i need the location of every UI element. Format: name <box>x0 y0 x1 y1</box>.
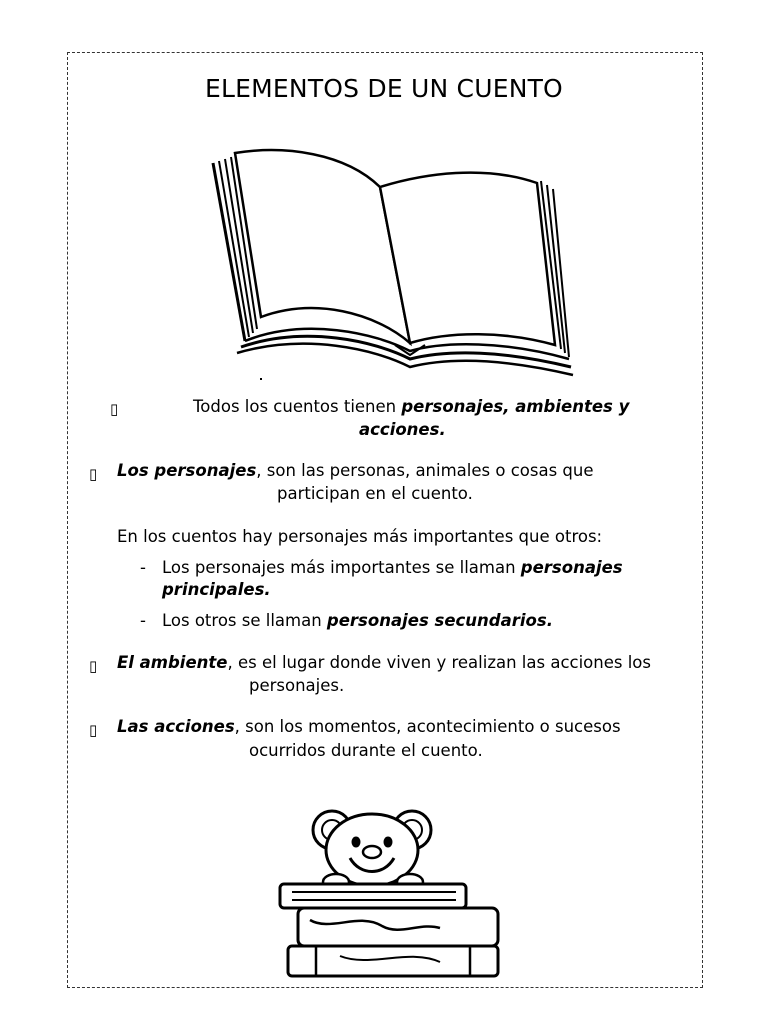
bear-on-books-illustration <box>270 808 502 980</box>
open-book-illustration <box>205 145 575 380</box>
bullet-icon: ▯ <box>89 721 98 739</box>
ambiente-text: , es el lugar donde viven y realizan las acciones los <box>227 653 651 672</box>
ambiente-term: El ambiente <box>117 653 228 672</box>
personajes-line-2: participan en el cuento. <box>277 484 473 503</box>
intro-text: Todos los cuentos tienen <box>193 397 402 416</box>
personajes-note: En los cuentos hay personajes más importantes que otros: <box>117 527 603 546</box>
acciones-text: , son los momentos, acontecimiento o sucesos <box>234 717 621 736</box>
ambiente-line-2: personajes. <box>249 676 345 695</box>
stray-dot <box>260 378 262 380</box>
intro-line-1 <box>193 396 683 418</box>
sub-item-text: Los otros se llaman <box>162 611 327 630</box>
personajes-line-1 <box>117 460 677 482</box>
sub-item-emphasis: personajes <box>520 558 623 577</box>
bullet-icon: ▯ <box>110 400 119 418</box>
sub-item-secundarios <box>162 610 682 632</box>
acciones-term: Las acciones <box>117 717 235 736</box>
personajes-term: Los personajes <box>117 461 257 480</box>
intro-line-2: acciones. <box>359 420 446 439</box>
bullet-icon: ▯ <box>89 657 98 675</box>
bullet-icon: ▯ <box>89 465 98 483</box>
page-title: ELEMENTOS DE UN CUENTO <box>205 74 563 103</box>
dash-marker: - <box>140 611 146 630</box>
intro-emphasis: personajes, ambientes y <box>401 397 630 416</box>
dash-marker: - <box>140 558 146 577</box>
sub-item-principales-line-2: principales. <box>162 580 271 599</box>
sub-item-emphasis: personajes secundarios. <box>326 611 553 630</box>
ambiente-line-1 <box>117 652 697 674</box>
acciones-line-1 <box>117 716 677 738</box>
sub-item-text: Los personajes más importantes se llaman <box>162 558 521 577</box>
acciones-line-2: ocurridos durante el cuento. <box>249 741 483 760</box>
sub-item-principales <box>162 557 682 579</box>
personajes-text: , son las personas, animales o cosas que <box>256 461 594 480</box>
